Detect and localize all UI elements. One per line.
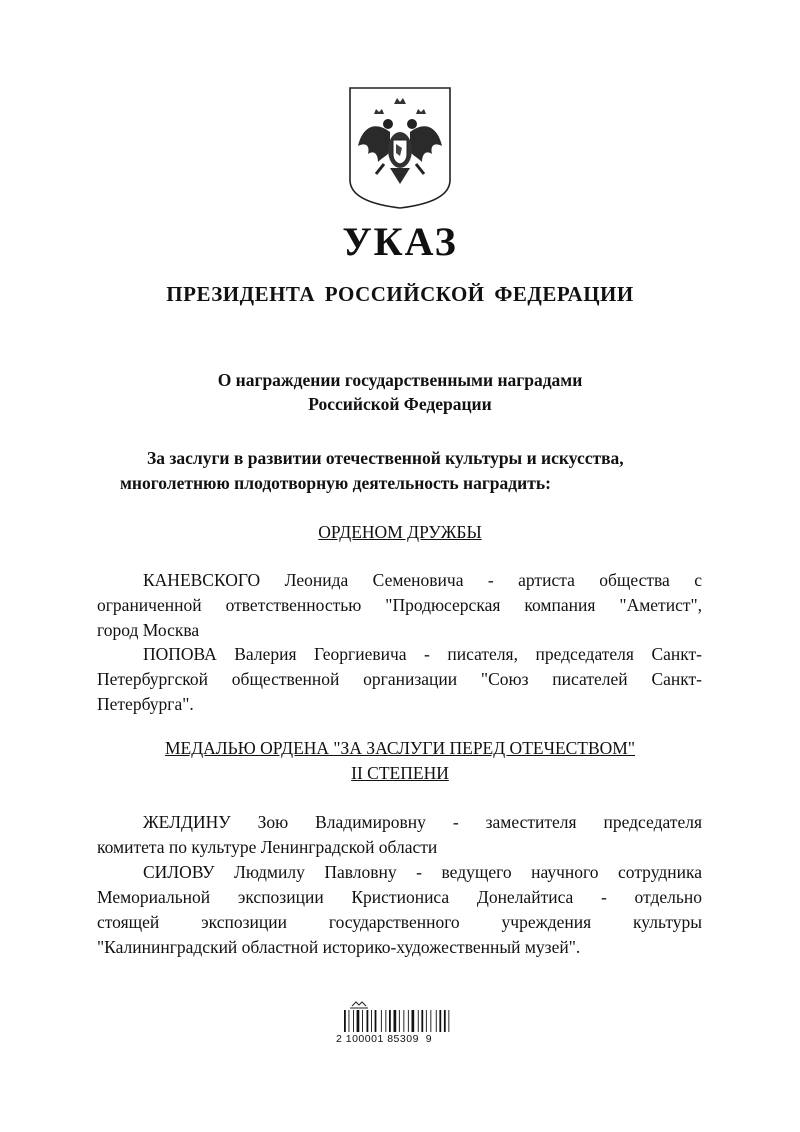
barcode-bar (426, 1010, 427, 1032)
decree-intro (120, 446, 710, 496)
barcode-bar (357, 1010, 360, 1032)
decree-intro-line: многолетнюю плодотворную деятельность наградить: (120, 473, 551, 493)
barcode-bar (344, 1010, 346, 1032)
barcode (336, 1000, 466, 1064)
award-line: "Калининградский областной историко-художественный музей". (97, 937, 581, 957)
barcode-bar (421, 1010, 423, 1032)
barcode-bar (418, 1010, 419, 1032)
award-line: комитета по культуре Ленинградской области (97, 837, 438, 857)
award-line: стоящей экспозиции государственного учреждения культуры (97, 912, 702, 932)
award-entry (97, 642, 702, 717)
award-line: ЖЕЛДИНУ Зою Владимировну - заместителя председателя (143, 812, 702, 832)
decree-heading-line: О награждении государственными наградами (217, 370, 583, 390)
barcode-bar (439, 1010, 441, 1032)
barcode-bar (399, 1010, 400, 1032)
section-title-line: МЕДАЛЬЮ ОРДЕНА "ЗА ЗАСЛУГИ ПЕРЕД ОТЕЧЕСТВОМ" (164, 738, 636, 758)
barcode-bar (375, 1010, 377, 1032)
decree-heading-line: Российской Федерации (308, 394, 492, 414)
barcode-bar (385, 1010, 386, 1032)
award-line: Петербургской общественной организации "Союз писателей Санкт- (97, 669, 702, 689)
decree-intro-line: За заслуги в развитии отечественной культуры и искусства, (147, 448, 624, 468)
decree-heading (0, 368, 800, 416)
document-title: УКАЗ (342, 219, 458, 264)
award-line: город Москва (97, 620, 200, 640)
barcode-number: 2 100001 85309 9 (336, 1033, 433, 1045)
section-title-order-of-friendship (0, 520, 800, 545)
award-line: КАНЕВСКОГО Леонида Семеновича - артиста общества с (143, 570, 702, 590)
award-line: СИЛОВУ Людмилу Павловну - ведущего научного сотрудника (143, 862, 702, 882)
barcode-bar (436, 1010, 437, 1032)
award-entry (97, 810, 702, 860)
barcode-bar (444, 1010, 446, 1032)
barcode-bar (448, 1010, 449, 1032)
barcode-bar (353, 1010, 354, 1032)
coat-of-arms-emblem (344, 84, 456, 212)
barcode-bar (408, 1010, 409, 1032)
barcode-bar (394, 1010, 397, 1032)
award-line: Мемориальной экспозиции Кристиониса Донелайтиса - отдельно (97, 887, 702, 907)
section-title-line: II СТЕПЕНИ (351, 763, 449, 783)
barcode-bar (412, 1010, 415, 1032)
barcode-bar (362, 1010, 363, 1032)
section-title-medal-of-order (0, 736, 800, 786)
barcode-bar (371, 1010, 372, 1032)
barcode-bar (381, 1010, 382, 1032)
barcode-bar (349, 1010, 350, 1032)
barcode-bar (403, 1010, 404, 1032)
award-entry (97, 860, 702, 960)
award-line: Петербурга". (97, 694, 194, 714)
barcode-bar (389, 1010, 391, 1032)
barcode-bar (430, 1010, 431, 1032)
barcode-bar (367, 1010, 369, 1032)
award-line: ПОПОВА Валерия Георгиевича - писателя, председателя Санкт- (143, 644, 702, 664)
award-line: ограниченной ответственностью "Продюсерская компания "Аметист", (97, 595, 702, 615)
award-entry (97, 568, 702, 643)
document-subtitle: ПРЕЗИДЕНТА РОССИЙСКОЙ ФЕДЕРАЦИИ (166, 282, 634, 306)
section-title-line: ОРДЕНОМ ДРУЖБЫ (318, 522, 482, 542)
